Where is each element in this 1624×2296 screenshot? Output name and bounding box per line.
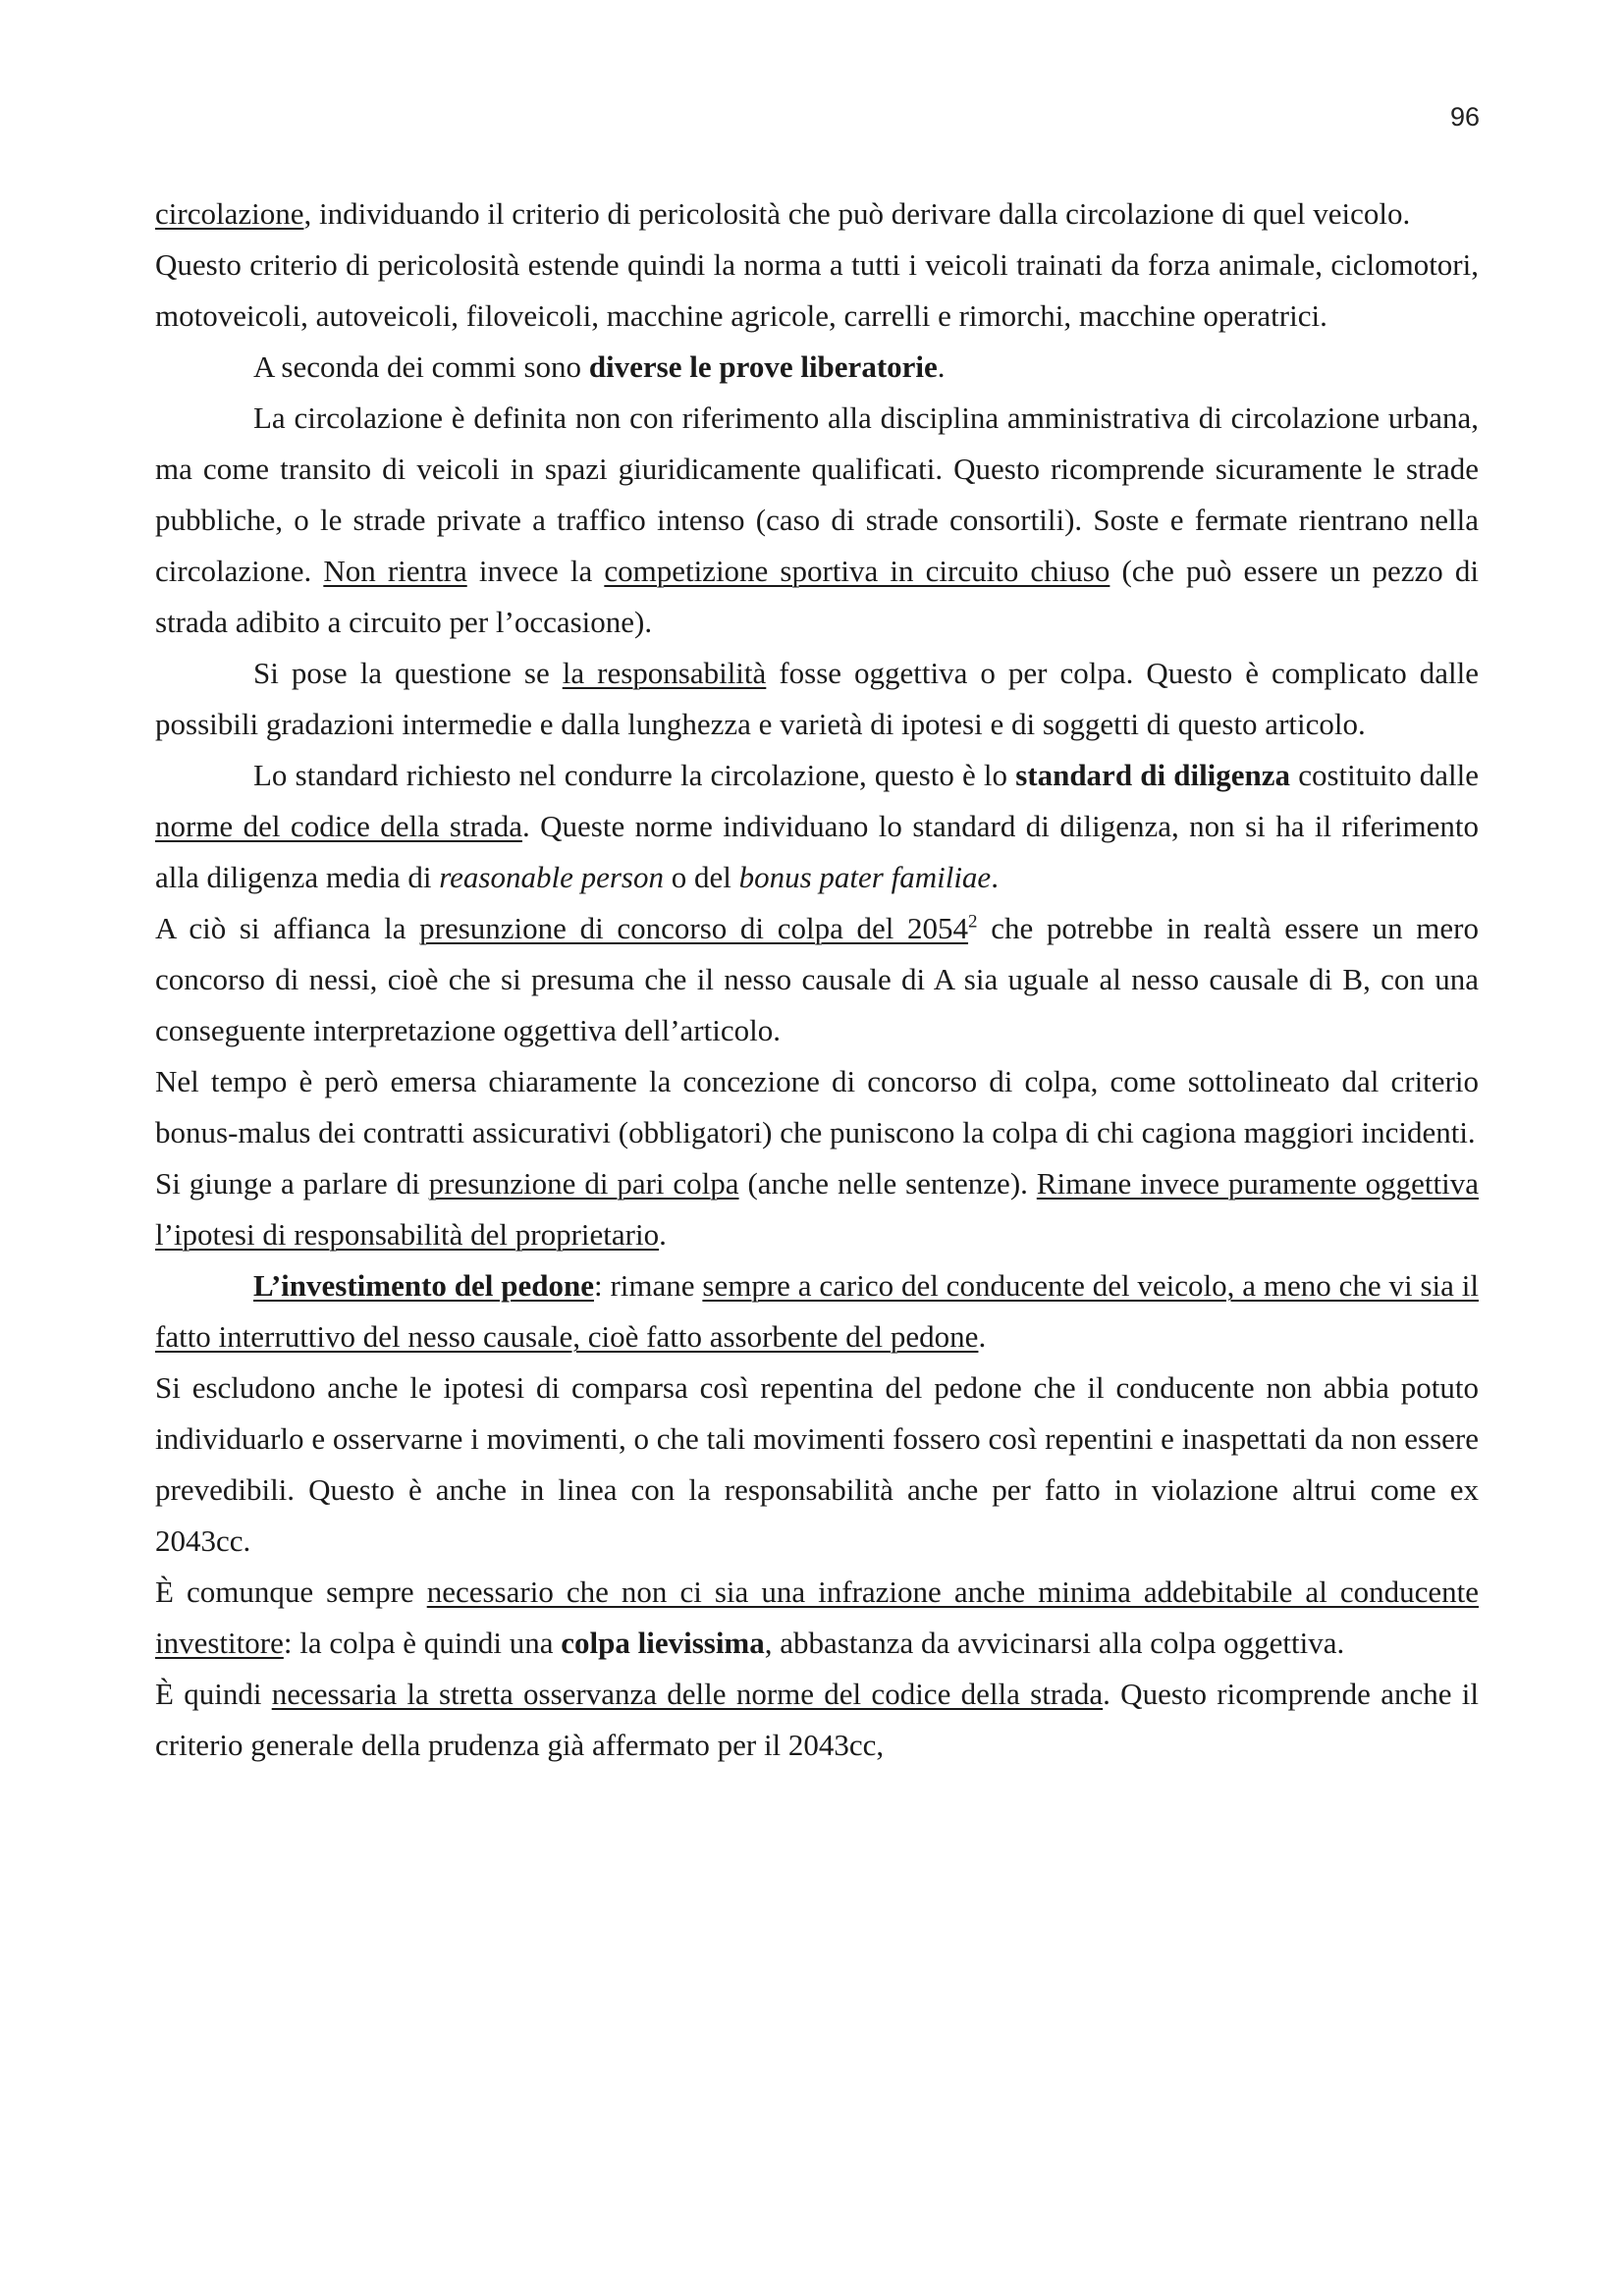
emphasized-text: L’investimento del pedone bbox=[253, 1268, 594, 1303]
emphasized-text: necessario che non ci sia una infrazione anche minima addebitabile al conducente investitore bbox=[155, 1575, 1479, 1660]
text-run: A seconda dei commi sono bbox=[253, 349, 589, 384]
text-run: che potrebbe in realtà essere un mero concorso di nessi, cioè che si presuma che il nesso causale di A sia uguale al nesso causale di B, con una conseguente interpretazione oggettiva dell’articolo. bbox=[155, 911, 1479, 1047]
text-run: A ciò si affianca la bbox=[155, 911, 420, 945]
text-run: : rimane bbox=[593, 1268, 703, 1303]
emphasized-text: presunzione di pari colpa bbox=[428, 1166, 739, 1201]
text-run: La circolazione è definita non con riferimento alla disciplina amministrativa di circolazione urbana, ma come transito di veicoli in spazi giuridicamente qualificati. Questo ricomprende sicuramente le strade pubbliche, o le strade private a traffico intenso (caso di strade consortili). Soste e fermate rientrano nella circolazione. bbox=[155, 400, 1479, 588]
emphasized-text: Rimane invece puramente oggettiva l’ipotesi di responsabilità del proprietario bbox=[155, 1166, 1479, 1252]
text-run: Si giunge a parlare di bbox=[155, 1166, 429, 1201]
emphasized-text: reasonable person bbox=[439, 860, 664, 894]
emphasized-text: bonus pater familiae bbox=[738, 860, 992, 894]
text-run: È comunque sempre bbox=[155, 1575, 427, 1609]
emphasized-text: standard di diligenza bbox=[1015, 758, 1291, 792]
emphasized-text: necessaria la stretta osservanza delle norme del codice della strada bbox=[271, 1677, 1104, 1711]
paragraph bbox=[155, 342, 1479, 393]
text-run: . bbox=[937, 349, 946, 384]
paragraph bbox=[155, 903, 1479, 1056]
paragraph bbox=[155, 188, 1479, 240]
paragraph bbox=[155, 648, 1479, 750]
text-run: . bbox=[978, 1319, 987, 1354]
emphasized-text: Non rientra bbox=[323, 554, 467, 588]
text-run: fosse oggettiva o per colpa. Questo è complicato dalle possibili gradazioni intermedie e dalla lunghezza e varietà di ipotesi e di soggetti di questo articolo. bbox=[155, 656, 1479, 741]
emphasized-text: colpa lievissima bbox=[561, 1626, 765, 1660]
paragraph bbox=[155, 1260, 1479, 1362]
paragraph bbox=[155, 1567, 1479, 1669]
document-body bbox=[155, 188, 1479, 1771]
text-run: (anche nelle sentenze). bbox=[738, 1166, 1037, 1201]
paragraph bbox=[155, 240, 1479, 342]
paragraph bbox=[155, 750, 1479, 903]
page-number: 96 bbox=[1449, 102, 1480, 132]
footnote-ref: 2 bbox=[968, 911, 978, 933]
paragraph bbox=[155, 1056, 1479, 1158]
text-run: È quindi bbox=[155, 1677, 272, 1711]
text-run: . Queste norme individuano lo standard di diligenza, non si ha il riferimento alla diligenza media di bbox=[155, 809, 1479, 894]
text-run: Lo standard richiesto nel condurre la circolazione, questo è lo bbox=[253, 758, 1016, 792]
emphasized-text: presunzione di concorso di colpa del 2054 bbox=[419, 911, 969, 945]
text-run: , abbastanza da avvicinarsi alla colpa oggettiva. bbox=[764, 1626, 1345, 1660]
text-run: (che può essere un pezzo di strada adibito a circuito per l’occasione). bbox=[155, 554, 1480, 639]
emphasized-text: circolazione bbox=[155, 196, 304, 231]
text-run: Si escludono anche le ipotesi di comparsa così repentina del pedone che il conducente non abbia potuto individuarlo e osservarne i movimenti, o che tali movimenti fossero così repentini e inaspettati da non essere prevedibili. Questo è anche in linea con la responsabilità anche per fatto in violazione altrui come ex 2043cc. bbox=[155, 1370, 1479, 1558]
text-run: . bbox=[991, 860, 999, 894]
emphasized-text: la responsabilità bbox=[562, 656, 767, 690]
text-run: Nel tempo è però emersa chiaramente la concezione di concorso di colpa, come sottolineato dal criterio bonus-malus dei contratti assicurativi (obbligatori) che puniscono la colpa di chi cagiona maggiori incidenti. bbox=[155, 1064, 1479, 1149]
emphasized-text: diverse le prove liberatorie bbox=[588, 349, 938, 384]
text-run: , individuando il criterio di pericolosità che può derivare dalla circolazione di quel veicolo. bbox=[303, 196, 1411, 231]
emphasized-text: sempre a carico del conducente del veicolo, a meno che vi sia il fatto interruttivo del nesso causale, cioè fatto assorbente del pedone bbox=[155, 1268, 1479, 1354]
text-run: o del bbox=[663, 860, 739, 894]
text-run: Questo criterio di pericolosità estende quindi la norma a tutti i veicoli trainati da forza animale, ciclomotori, motoveicoli, autoveicoli, filoveicoli, macchine agricole, carrelli e rimorchi, macchine operatrici. bbox=[155, 247, 1479, 333]
paragraph bbox=[155, 1669, 1479, 1771]
text-run: Si pose la questione se bbox=[253, 656, 563, 690]
paragraph bbox=[155, 1362, 1479, 1567]
text-run: costituito dalle bbox=[1290, 758, 1480, 792]
text-run: . bbox=[659, 1217, 667, 1252]
text-run: invece la bbox=[466, 554, 605, 588]
paragraph bbox=[155, 393, 1479, 648]
emphasized-text: norme del codice della strada bbox=[155, 809, 522, 843]
text-run: : la colpa è quindi una bbox=[283, 1626, 562, 1660]
text-run: . Questo ricomprende anche il criterio generale della prudenza già affermato per il 2043cc, bbox=[155, 1677, 1479, 1762]
emphasized-text: competizione sportiva in circuito chiuso bbox=[604, 554, 1110, 588]
paragraph bbox=[155, 1158, 1479, 1260]
